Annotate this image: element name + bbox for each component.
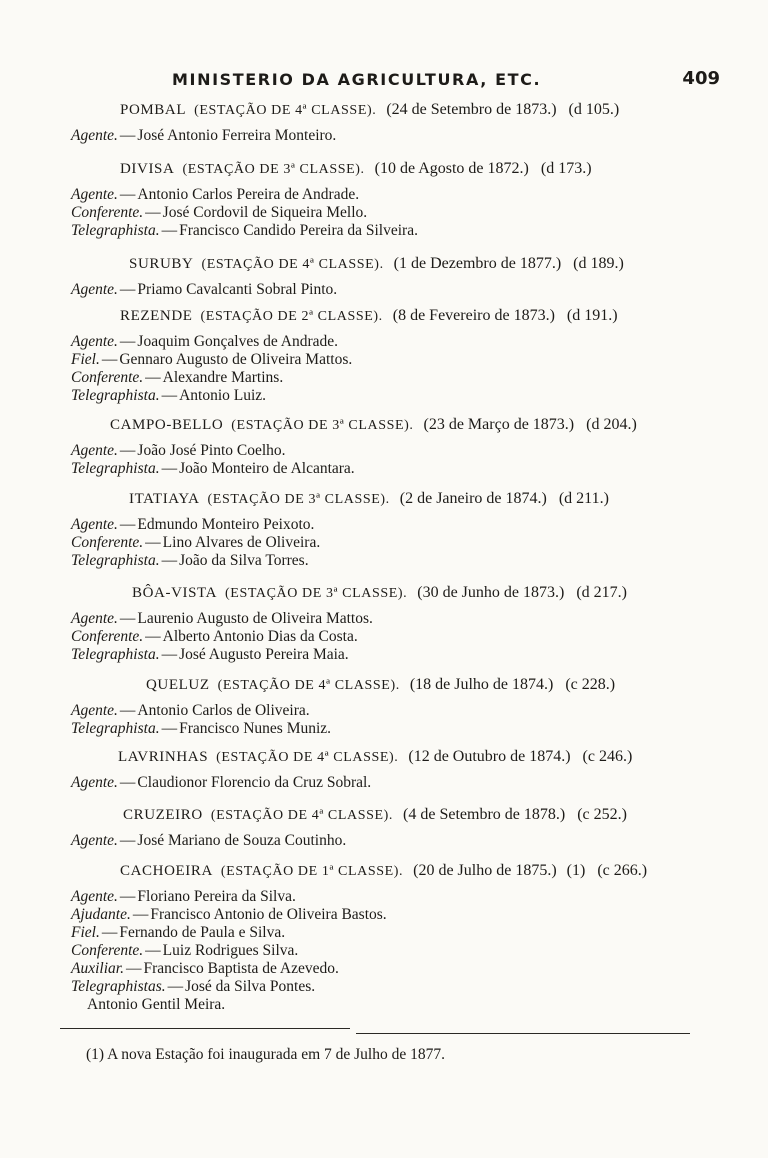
footnote-marker: (1) — [566, 862, 586, 879]
staff-person: Claudionor Florencio da Cruz Sobral. — [137, 774, 372, 791]
staff-person: Francisco Nunes Muniz. — [179, 720, 332, 737]
staff-person: Priamo Cavalcanti Sobral Pinto. — [137, 281, 338, 298]
station-class: (ESTAÇÃO DE 2ª CLASSE). — [200, 309, 383, 324]
running-head — [60, 70, 720, 96]
station-divisa — [0, 160, 768, 240]
staff-entry: Ajudante. — Francisco Antonio de Oliveira Bastos. — [71, 906, 387, 923]
staff-entry: Agente. — Antonio Carlos de Oliveira. — [71, 702, 310, 719]
staff-entry: Agente. — Laurenio Augusto de Oliveira Mattos. — [71, 610, 373, 627]
staff-entry: Agente. — Floriano Pereira da Silva. — [71, 888, 296, 905]
staff-role: Conferente. — [71, 534, 144, 551]
station-name: SURUBY — [129, 256, 194, 272]
staff-person: José da Silva Pontes. — [185, 978, 316, 995]
station-ref: (d 189.) — [573, 255, 624, 272]
running-head-title: MINISTERIO DA AGRICULTURA, ETC. — [172, 70, 542, 89]
staff-entry: Telegraphista. — João Monteiro de Alcantara. — [71, 460, 355, 477]
staff-entry: Telegraphista. — João da Silva Torres. — [71, 552, 309, 569]
staff-entry: Agente. — Edmundo Monteiro Peixoto. — [71, 516, 315, 533]
station-heading — [0, 806, 768, 832]
staff-role: Conferente. — [71, 369, 144, 386]
station-date: (12 de Outubro de 1874.) — [408, 748, 571, 765]
station-date: (4 de Setembro de 1878.) — [403, 806, 566, 823]
staff-role: Telegraphista. — [71, 552, 160, 569]
station-date: (30 de Junho de 1873.) — [417, 584, 565, 601]
station-date: (8 de Fevereiro de 1873.) — [392, 307, 555, 324]
station-ref: (c 266.) — [597, 862, 648, 879]
station-date: (24 de Setembro de 1873.) — [386, 101, 557, 118]
station-name: REZENDE — [120, 308, 193, 324]
station-cruzeiro — [0, 806, 768, 850]
staff-entry: Fiel. — Gennaro Augusto de Oliveira Mattos. — [71, 351, 353, 368]
footnote-rule-right — [356, 1033, 690, 1034]
station-class: (ESTAÇÃO DE 4ª CLASSE). — [194, 103, 377, 118]
staff-role: Conferente. — [71, 204, 144, 221]
station-name: POMBAL — [120, 102, 187, 118]
staff-person: Antonio Luiz. — [179, 387, 267, 404]
staff-entry: Telegraphista. — Francisco Nunes Muniz. — [71, 720, 332, 737]
staff-entry: Agente. — Joaquim Gonçalves de Andrade. — [71, 333, 339, 350]
staff-list — [0, 832, 768, 850]
staff-entry: Telegraphista. — Francisco Candido Pereira da Silveira. — [71, 222, 418, 239]
staff-person: João José Pinto Coelho. — [137, 442, 286, 459]
staff-entry: Agente. — Antonio Carlos Pereira de Andrade. — [71, 186, 360, 203]
staff-person: Floriano Pereira da Silva. — [137, 888, 296, 905]
station-date: (23 de Março de 1873.) — [423, 416, 575, 433]
station-class: (ESTAÇÃO DE 3ª CLASSE). — [225, 586, 408, 601]
staff-list — [0, 442, 768, 478]
staff-list — [0, 186, 768, 240]
staff-role: Telegraphista. — [71, 720, 160, 737]
staff-person: Edmundo Monteiro Peixoto. — [137, 516, 315, 533]
station-ref: (d 173.) — [540, 160, 592, 177]
staff-person: Gennaro Augusto de Oliveira Mattos. — [119, 351, 353, 368]
staff-role: Conferente. — [71, 942, 144, 959]
station-heading — [0, 676, 768, 702]
staff-role: Agente. — [71, 832, 118, 849]
station-name: BÔA-VISTA — [132, 585, 218, 601]
station-heading — [0, 307, 768, 333]
staff-person: Lino Alvares de Oliveira. — [162, 534, 321, 551]
staff-person: João Monteiro de Alcantara. — [179, 460, 355, 477]
staff-entry: Agente. — Claudionor Florencio da Cruz Sobral. — [71, 774, 372, 791]
station-ref: (d 211.) — [558, 490, 609, 507]
station-class: (ESTAÇÃO DE 3ª CLASSE). — [182, 162, 365, 177]
staff-person: José Antonio Ferreira Monteiro. — [137, 127, 337, 144]
staff-role: Fiel. — [71, 351, 100, 368]
station-date: (2 de Janeiro de 1874.) — [399, 490, 547, 507]
station-pombal — [0, 101, 768, 145]
staff-list — [0, 281, 768, 299]
staff-person: José Cordovil de Siqueira Mello. — [162, 204, 368, 221]
staff-person: Laurenio Augusto de Oliveira Mattos. — [137, 610, 373, 627]
station-cachoeira — [0, 862, 768, 1014]
station-name: LAVRINHAS — [118, 749, 209, 765]
station-ref: (c 228.) — [565, 676, 616, 693]
station-ref: (d 217.) — [576, 584, 627, 601]
staff-role: Agente. — [71, 774, 118, 791]
station-suruby — [0, 255, 768, 299]
staff-role: Agente. — [71, 281, 118, 298]
station-ref: (d 204.) — [586, 416, 637, 433]
staff-entry: Auxiliar. — Francisco Baptista de Azevedo. — [71, 960, 339, 977]
station-name: ITATIAYA — [129, 491, 200, 507]
staff-person: Francisco Candido Pereira da Silveira. — [179, 222, 418, 239]
station-class: (ESTAÇÃO DE 4ª CLASSE). — [216, 750, 399, 765]
station-date: (20 de Julho de 1875.) — [413, 862, 557, 879]
station-name: QUELUZ — [146, 677, 210, 693]
staff-role: Agente. — [71, 127, 118, 144]
station-heading — [0, 862, 768, 888]
staff-role: Telegraphista. — [71, 222, 160, 239]
station-class: (ESTAÇÃO DE 4ª CLASSE). — [210, 808, 394, 823]
station-boa-vista — [0, 584, 768, 664]
station-class: (ESTAÇÃO DE 1ª CLASSE). — [220, 864, 404, 879]
staff-person: João da Silva Torres. — [179, 552, 309, 569]
staff-role: Agente. — [71, 186, 118, 203]
staff-role: Telegraphista. — [71, 387, 160, 404]
station-name: CACHOEIRA — [120, 863, 213, 879]
staff-person: Fernando de Paula e Silva. — [119, 924, 286, 941]
staff-person: Francisco Baptista de Azevedo. — [143, 960, 339, 977]
station-rezende — [0, 307, 768, 405]
station-heading — [0, 584, 768, 610]
station-name: CRUZEIRO — [123, 807, 203, 823]
staff-role: Agente. — [71, 516, 118, 533]
station-heading — [0, 160, 768, 186]
station-heading — [0, 490, 768, 516]
station-heading — [0, 748, 768, 774]
station-heading — [0, 255, 768, 281]
staff-role: Agente. — [71, 442, 118, 459]
footnote: (1) A nova Estação foi inaugurada em 7 de Julho de 1877. — [86, 1046, 445, 1063]
station-lavrinhas — [0, 748, 768, 792]
staff-list — [0, 333, 768, 405]
station-queluz — [0, 676, 768, 738]
staff-entry: Agente. — José Mariano de Souza Coutinho. — [71, 832, 347, 849]
staff-role: Agente. — [71, 333, 118, 350]
staff-entry: Conferente. — José Cordovil de Siqueira Mello. — [71, 204, 368, 221]
station-class: (ESTAÇÃO DE 4ª CLASSE). — [201, 257, 384, 272]
staff-entry: Agente. — João José Pinto Coelho. — [71, 442, 286, 459]
staff-person: José Augusto Pereira Maia. — [179, 646, 349, 663]
staff-list — [0, 516, 768, 570]
staff-entry: Conferente. — Luiz Rodrigues Silva. — [71, 942, 299, 959]
station-class: (ESTAÇÃO DE 3ª CLASSE). — [231, 418, 414, 433]
staff-person: Joaquim Gonçalves de Andrade. — [137, 333, 339, 350]
staff-list — [0, 774, 768, 792]
staff-role: Fiel. — [71, 924, 100, 941]
station-name: DIVISA — [120, 161, 175, 177]
staff-list — [0, 888, 768, 1014]
station-date: (18 de Julho de 1874.) — [409, 676, 554, 693]
station-class: (ESTAÇÃO DE 4ª CLASSE). — [217, 678, 400, 693]
staff-person: Antonio Carlos de Oliveira. — [137, 702, 310, 719]
staff-role: Agente. — [71, 610, 118, 627]
station-name: CAMPO-BELLO — [110, 417, 224, 433]
staff-entry: Agente. — Priamo Cavalcanti Sobral Pinto. — [71, 281, 338, 298]
staff-person: Alberto Antonio Dias da Costa. — [162, 628, 358, 645]
staff-list — [0, 702, 768, 738]
staff-role: Conferente. — [71, 628, 144, 645]
footnote-rule-left — [60, 1028, 350, 1029]
station-ref: (c 246.) — [582, 748, 633, 765]
staff-entry: Telegraphistas. — José da Silva Pontes. — [71, 978, 316, 995]
station-class: (ESTAÇÃO DE 3ª CLASSE). — [207, 492, 390, 507]
staff-role: Agente. — [71, 702, 118, 719]
station-ref: (d 105.) — [568, 101, 620, 118]
staff-role: Agente. — [71, 888, 118, 905]
station-date: (10 de Agosto de 1872.) — [374, 160, 529, 177]
staff-role: Telegraphista. — [71, 460, 160, 477]
staff-person: Francisco Antonio de Oliveira Bastos. — [150, 906, 387, 923]
staff-list — [0, 127, 768, 145]
station-heading — [0, 101, 768, 127]
staff-person: Antonio Gentil Meira. — [87, 996, 226, 1013]
staff-role: Auxiliar. — [71, 960, 124, 977]
staff-entry: Telegraphista. — José Augusto Pereira Maia. — [71, 646, 349, 663]
staff-entry: Telegraphista. — Antonio Luiz. — [71, 387, 267, 404]
staff-entry: Conferente. — Alexandre Martins. — [71, 369, 284, 386]
staff-role: Ajudante. — [71, 906, 131, 923]
station-ref: (c 252.) — [577, 806, 627, 823]
staff-list — [0, 610, 768, 664]
staff-person: Alexandre Martins. — [162, 369, 284, 386]
staff-role: Telegraphista. — [71, 646, 160, 663]
staff-role: Telegraphistas. — [71, 978, 166, 995]
station-campo-bello — [0, 416, 768, 478]
station-date: (1 de Dezembro de 1877.) — [393, 255, 562, 272]
staff-entry: Conferente. — Alberto Antonio Dias da Costa. — [71, 628, 358, 645]
staff-entry: Agente. — José Antonio Ferreira Monteiro. — [71, 127, 337, 144]
staff-entry: Fiel. — Fernando de Paula e Silva. — [71, 924, 286, 941]
staff-entry-continued — [87, 996, 768, 1014]
station-ref: (d 191.) — [566, 307, 618, 324]
station-heading — [0, 416, 768, 442]
station-itatiaya — [0, 490, 768, 570]
staff-person: Antonio Carlos Pereira de Andrade. — [137, 186, 360, 203]
staff-person: Luiz Rodrigues Silva. — [162, 942, 299, 959]
staff-person: José Mariano de Souza Coutinho. — [137, 832, 347, 849]
page-number: 409 — [682, 68, 720, 89]
staff-entry: Conferente. — Lino Alvares de Oliveira. — [71, 534, 321, 551]
